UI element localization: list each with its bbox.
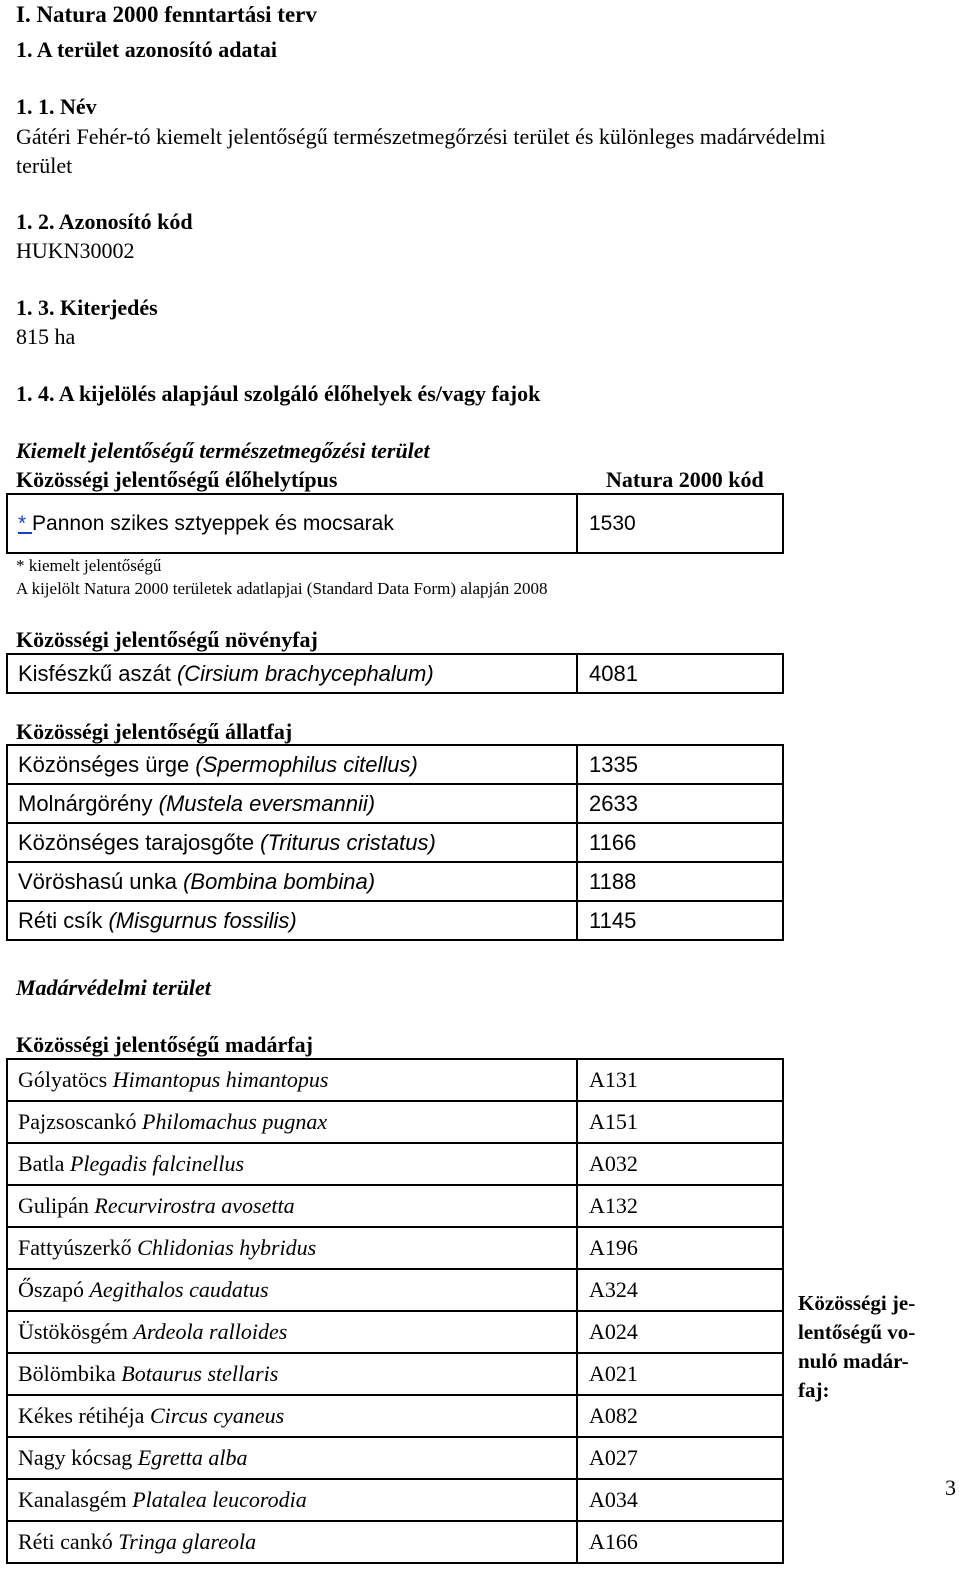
species-latin-name: Ardeola ralloides <box>133 1319 288 1344</box>
species-common-name: Kanalasgém <box>18 1487 133 1512</box>
section-heading-1-1: 1. 1. Név <box>16 94 97 119</box>
habitat-table <box>6 493 784 554</box>
species-latin-name: (Spermophilus citellus) <box>195 751 418 777</box>
species-common-name: Gulipán <box>18 1193 95 1218</box>
species-code-cell: A131 <box>577 1059 783 1101</box>
species-code-cell: A151 <box>577 1101 783 1143</box>
species-common-name: Őszapó <box>18 1277 90 1302</box>
species-name-cell <box>7 1479 577 1521</box>
species-latin-name: Himantopus himantopus <box>112 1067 329 1092</box>
species-code-cell: A196 <box>577 1227 783 1269</box>
table-row <box>7 823 783 862</box>
species-latin-name: Aegithalos caudatus <box>89 1277 269 1302</box>
species-common-name: Nagy kócsag <box>18 1445 138 1470</box>
species-common-name: Pajzsoscankó <box>18 1109 143 1134</box>
species-name-cell <box>7 823 577 862</box>
section-heading-1: 1. A terület azonosító adatai <box>16 37 277 62</box>
table-row <box>7 1185 783 1227</box>
species-name-cell <box>7 862 577 901</box>
animal-heading: Közösségi jelentőségű állatfaj <box>16 719 293 744</box>
bird-area-heading: Madárvédelmi terület <box>16 975 211 1000</box>
species-name-cell <box>7 1185 577 1227</box>
species-latin-name: Philomachus pugnax <box>142 1109 328 1134</box>
site-name-line-1: Gátéri Fehér-tó kiemelt jelentőségű természetmegőrzési terület és különleges madárvédelmi <box>16 124 826 149</box>
plant-table <box>6 653 784 694</box>
table-row <box>7 494 783 553</box>
species-common-name: Gólyatöcs <box>18 1067 113 1092</box>
species-name-cell <box>7 1101 577 1143</box>
bird-table <box>6 1058 784 1564</box>
species-latin-name: (Misgurnus fossilis) <box>108 907 297 933</box>
species-name-cell <box>7 784 577 823</box>
species-code-cell: A024 <box>577 1311 783 1353</box>
footnote-priority: * kiemelt jelentőségű <box>16 556 162 575</box>
table-row <box>7 862 783 901</box>
species-name-cell <box>7 745 577 784</box>
table-row <box>7 901 783 940</box>
table-row <box>7 745 783 784</box>
species-common-name: Bölömbika <box>18 1361 122 1386</box>
species-common-name: Kisfészkű aszát <box>18 660 177 686</box>
priority-star-link[interactable]: * <box>18 511 33 535</box>
species-latin-name: (Cirsium brachycephalum) <box>176 660 434 686</box>
species-code-cell: A021 <box>577 1353 783 1395</box>
animal-table <box>6 744 784 941</box>
species-latin-name: Egretta alba <box>137 1445 248 1470</box>
table-row <box>7 1521 783 1563</box>
species-common-name: Közönséges tarajosgőte <box>18 829 261 855</box>
site-area: 815 ha <box>16 324 76 349</box>
species-code-cell: A082 <box>577 1395 783 1437</box>
page-number: 3 <box>945 1475 956 1500</box>
table-row <box>7 654 783 693</box>
habitat-name: Pannon szikes sztyeppek és mocsarak <box>32 511 394 535</box>
plant-name-cell <box>7 654 577 693</box>
plant-code-cell: 4081 <box>577 654 783 693</box>
species-latin-name: Botaurus stellaris <box>121 1361 279 1386</box>
note-line: faj: <box>798 1378 830 1402</box>
species-code-cell: 1335 <box>577 745 783 784</box>
table-row <box>7 1101 783 1143</box>
species-common-name: Réti cankó <box>18 1529 119 1554</box>
habitat-name-cell <box>7 494 577 553</box>
species-name-cell <box>7 1269 577 1311</box>
table-row <box>7 1353 783 1395</box>
species-latin-name: Circus cyaneus <box>149 1403 285 1428</box>
species-code-cell: A034 <box>577 1479 783 1521</box>
note-line: lentőségű vo- <box>798 1320 916 1344</box>
species-common-name: Üstökösgém <box>18 1319 134 1344</box>
table-row <box>7 1437 783 1479</box>
migratory-birds-note <box>798 1289 915 1405</box>
species-name-cell <box>7 1311 577 1353</box>
species-common-name: Réti csík <box>18 907 109 933</box>
code-column-header: Natura 2000 kód <box>606 467 764 492</box>
species-name-cell <box>7 1059 577 1101</box>
table-row <box>7 1395 783 1437</box>
species-common-name: Batla <box>18 1151 70 1176</box>
document-title: I. Natura 2000 fenntartási terv <box>16 2 317 27</box>
table-row <box>7 1479 783 1521</box>
table-row <box>7 1227 783 1269</box>
note-line: Közösségi je- <box>798 1291 916 1315</box>
note-line: nuló madár- <box>798 1349 909 1373</box>
table-row <box>7 1269 783 1311</box>
species-latin-name: Recurvirostra avosetta <box>94 1193 295 1218</box>
kjtt-heading: Kiemelt jelentőségű természetmegőzési terület <box>16 438 430 463</box>
species-common-name: Molnárgörény <box>18 790 159 816</box>
species-common-name: Közönséges ürge <box>18 751 196 777</box>
site-name-line-2: terület <box>16 153 73 178</box>
species-name-cell <box>7 1521 577 1563</box>
species-code-cell: 2633 <box>577 784 783 823</box>
species-common-name: Kékes rétihéja <box>18 1403 150 1428</box>
species-latin-name: (Bombina bombina) <box>183 868 376 894</box>
table-row <box>7 1143 783 1185</box>
species-latin-name: Platalea leucorodia <box>132 1487 307 1512</box>
habitat-column-header: Közösségi jelentőségű élőhelytípus <box>16 467 338 492</box>
species-common-name: Fattyúszerkő <box>18 1235 138 1260</box>
species-name-cell <box>7 1353 577 1395</box>
species-common-name: Vöröshasú unka <box>18 868 184 894</box>
section-heading-1-3: 1. 3. Kiterjedés <box>16 295 158 320</box>
footnote-source: A kijelölt Natura 2000 területek adatlapjai (Standard Data Form) alapján 2008 <box>16 579 548 598</box>
species-code-cell: A032 <box>577 1143 783 1185</box>
species-code-cell: A132 <box>577 1185 783 1227</box>
species-name-cell <box>7 1143 577 1185</box>
bird-heading: Közösségi jelentőségű madárfaj <box>16 1032 313 1057</box>
species-name-cell <box>7 1437 577 1479</box>
species-code-cell: A324 <box>577 1269 783 1311</box>
species-latin-name: Tringa glareola <box>118 1529 257 1554</box>
species-latin-name: Plegadis falcinellus <box>69 1151 245 1176</box>
section-heading-1-2: 1. 2. Azonosító kód <box>16 209 193 234</box>
species-code-cell: A027 <box>577 1437 783 1479</box>
species-name-cell <box>7 901 577 940</box>
species-latin-name: Chlidonias hybridus <box>137 1235 317 1260</box>
site-code: HUKN30002 <box>16 238 135 263</box>
species-code-cell: 1166 <box>577 823 783 862</box>
table-row <box>7 784 783 823</box>
habitat-code-cell: 1530 <box>577 494 783 553</box>
section-heading-1-4: 1. 4. A kijelölés alapjául szolgáló élőhelyek és/vagy fajok <box>16 381 541 406</box>
table-row <box>7 1311 783 1353</box>
plant-heading: Közösségi jelentőségű növényfaj <box>16 627 318 652</box>
species-name-cell <box>7 1227 577 1269</box>
species-name-cell <box>7 1395 577 1437</box>
table-row <box>7 1059 783 1101</box>
species-latin-name: (Triturus cristatus) <box>260 829 436 855</box>
species-code-cell: 1145 <box>577 901 783 940</box>
species-code-cell: A166 <box>577 1521 783 1563</box>
species-code-cell: 1188 <box>577 862 783 901</box>
species-latin-name: (Mustela eversmannii) <box>158 790 376 816</box>
